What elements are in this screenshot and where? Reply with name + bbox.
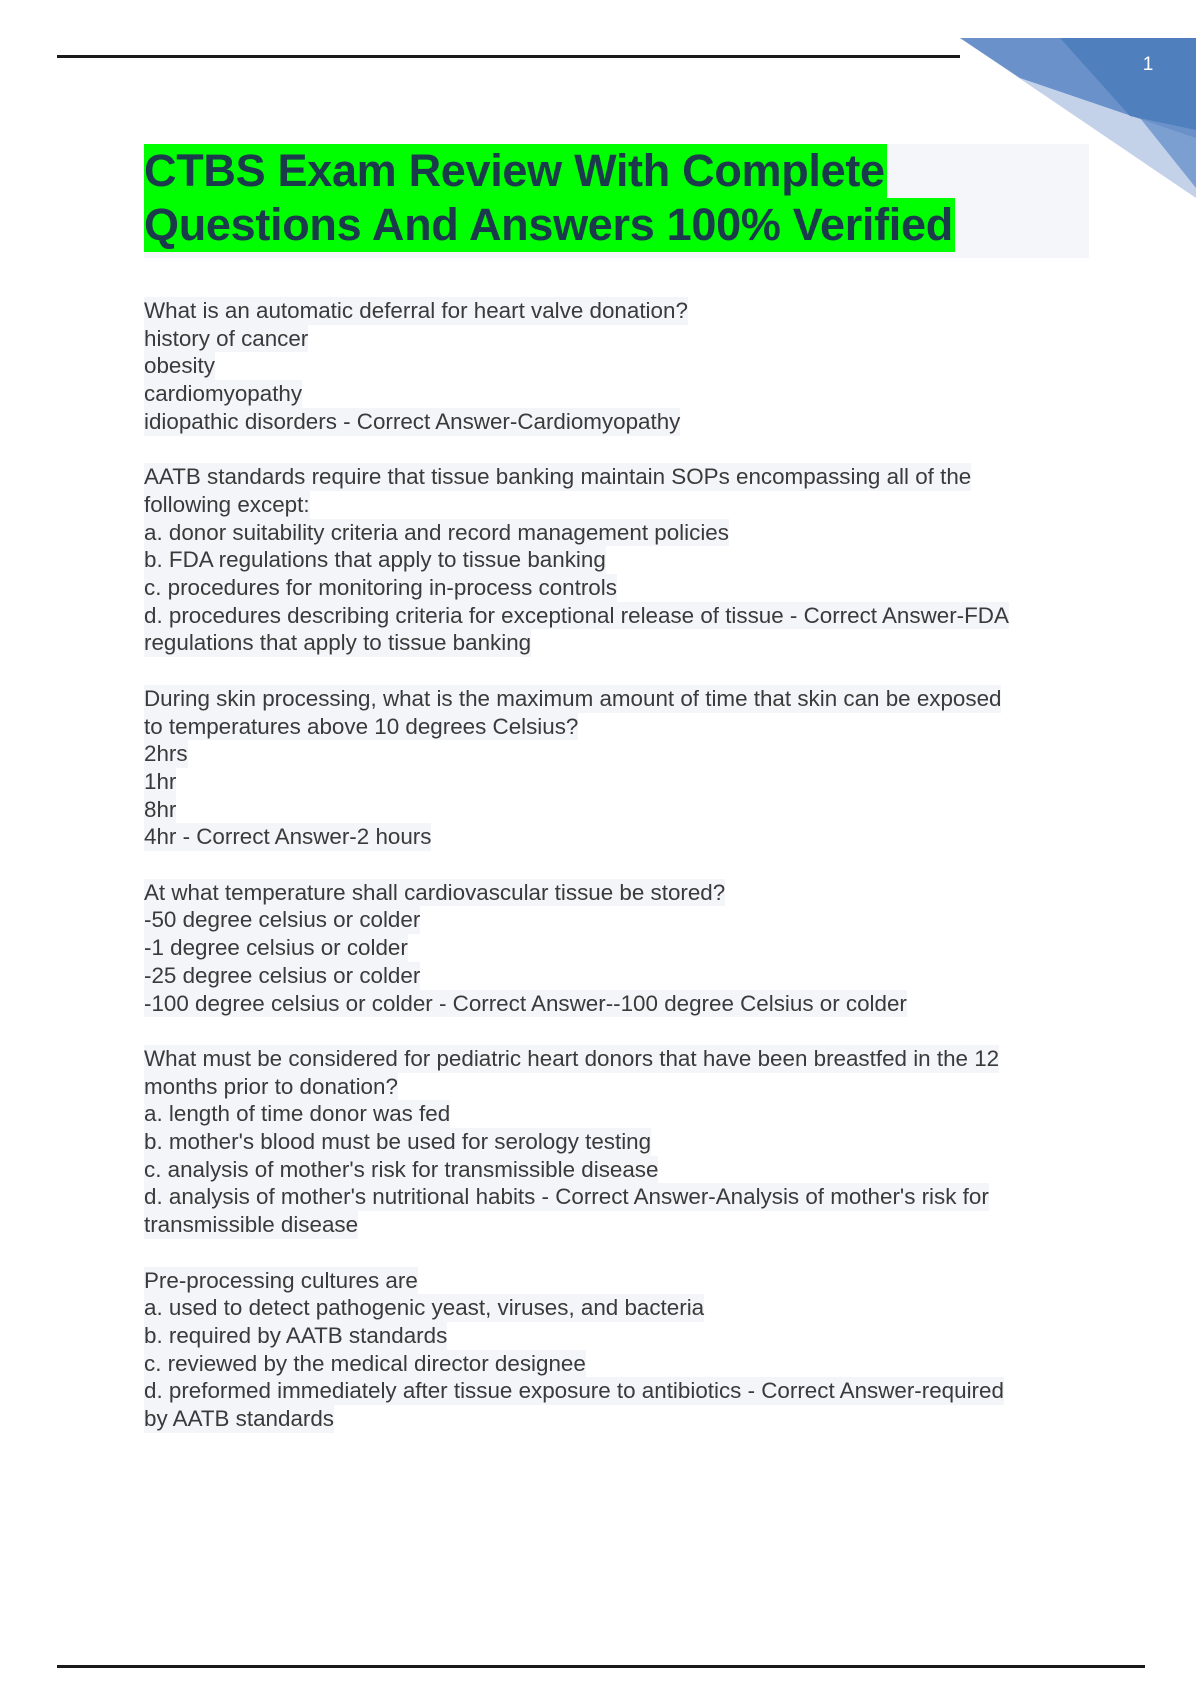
answer-option: 2hrs	[144, 741, 188, 767]
answer-option: c. analysis of mother's risk for transmissible disease	[144, 1156, 659, 1182]
answer-option-with-correct-answer: d. analysis of mother's nutritional habits - Correct Answer-Analysis of mother's risk for	[144, 1184, 989, 1210]
page-number: 1	[1142, 54, 1154, 75]
question-text: AATB standards require that tissue banking maintain SOPs encompassing all of the	[144, 464, 972, 490]
correct-answer-continuation: by AATB standards	[144, 1406, 335, 1432]
question-text: What must be considered for pediatric heart donors that have been breastfed in the 12	[144, 1045, 1000, 1071]
answer-option: -1 degree celsius or colder	[144, 935, 408, 961]
question-text: months prior to donation?	[144, 1073, 398, 1099]
answer-option: 1hr	[144, 768, 177, 794]
qa-item-2	[144, 463, 1094, 657]
answer-option-with-correct-answer: idiopathic disorders - Correct Answer-Cardiomyopathy	[144, 408, 681, 434]
qa-item-5	[144, 1045, 1094, 1239]
answer-option: b. mother's blood must be used for serology testing	[144, 1129, 652, 1155]
answer-option: history of cancer	[144, 325, 309, 351]
answer-option-with-correct-answer: 4hr - Correct Answer-2 hours	[144, 824, 432, 850]
answer-option: 8hr	[144, 796, 177, 822]
answer-option: a. used to detect pathogenic yeast, viruses, and bacteria	[144, 1295, 705, 1321]
answer-option: -50 degree celsius or colder	[144, 907, 421, 933]
footer-rule	[57, 1665, 1145, 1668]
question-text: At what temperature shall cardiovascular tissue be stored?	[144, 879, 726, 905]
qa-item-1	[144, 297, 1094, 436]
answer-option: -25 degree celsius or colder	[144, 962, 421, 988]
answer-option-with-correct-answer: d. procedures describing criteria for exceptional release of tissue - Correct Answer-FDA	[144, 602, 1009, 628]
answer-option-with-correct-answer: d. preformed immediately after tissue exposure to antibiotics - Correct Answer-required	[144, 1378, 1004, 1404]
question-text: following except:	[144, 491, 310, 517]
answer-option: cardiomyopathy	[144, 381, 303, 407]
answer-option: c. reviewed by the medical director designee	[144, 1350, 586, 1376]
correct-answer-continuation: transmissible disease	[144, 1212, 359, 1238]
question-text: What is an automatic deferral for heart valve donation?	[144, 298, 688, 323]
answer-option-with-correct-answer: -100 degree celsius or colder - Correct Answer--100 degree Celsius or colder	[144, 990, 907, 1016]
answer-option: a. donor suitability criteria and record management policies	[144, 519, 729, 545]
answer-option: a. length of time donor was fed	[144, 1101, 451, 1127]
answer-option: obesity	[144, 353, 215, 379]
document-title	[144, 144, 955, 252]
answer-option: b. FDA regulations that apply to tissue banking	[144, 547, 606, 573]
qa-item-6	[144, 1267, 1094, 1433]
question-text: During skin processing, what is the maximum amount of time that skin can be exposed	[144, 685, 1002, 711]
qa-content	[144, 297, 1094, 1460]
qa-item-3	[144, 685, 1094, 851]
header-rule	[57, 55, 960, 58]
answer-option: b. required by AATB standards	[144, 1322, 448, 1348]
correct-answer-continuation: regulations that apply to tissue banking	[144, 630, 532, 656]
title-line-1: CTBS Exam Review With Complete	[144, 145, 885, 196]
question-text: Pre-processing cultures are	[144, 1267, 418, 1293]
qa-item-4	[144, 879, 1094, 1018]
answer-option: c. procedures for monitoring in-process controls	[144, 575, 617, 601]
title-line-2: Questions And Answers 100% Verified	[144, 199, 953, 250]
question-text: to temperatures above 10 degrees Celsius?	[144, 713, 579, 739]
